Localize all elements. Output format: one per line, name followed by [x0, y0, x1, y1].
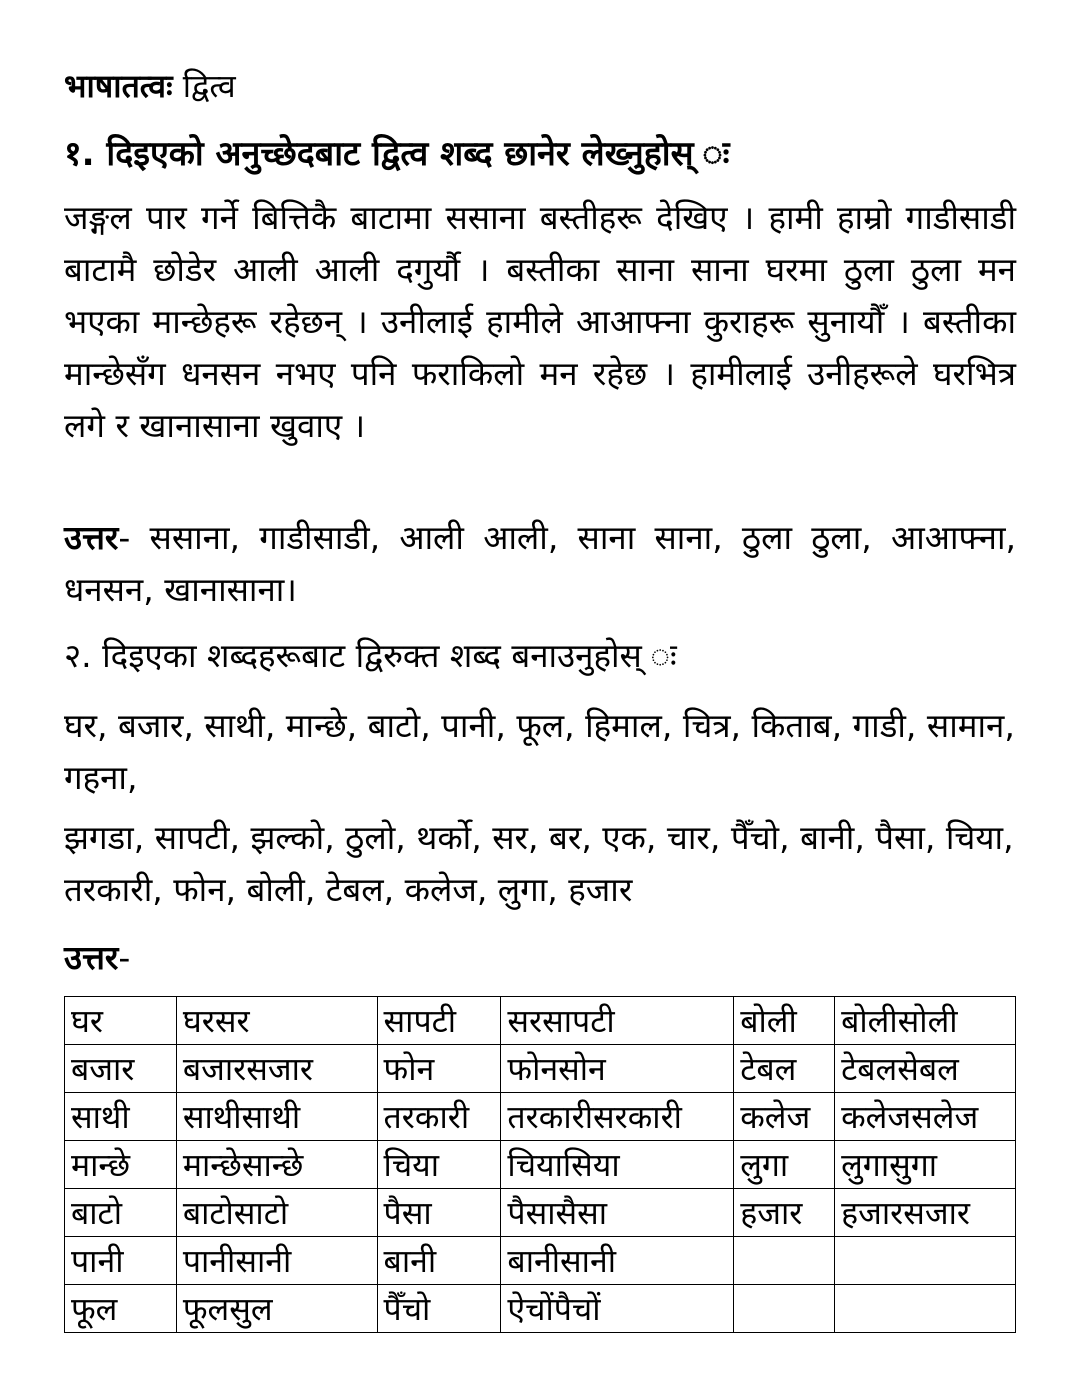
table-cell: साथी [65, 1093, 177, 1141]
table-cell [734, 1237, 835, 1285]
table-cell: पानी [65, 1237, 177, 1285]
answer-2-label: उत्तर [64, 938, 119, 977]
table-cell: पैसा [377, 1189, 501, 1237]
table-cell: टेबलसेबल [835, 1045, 1016, 1093]
table-cell: कलेज [734, 1093, 835, 1141]
table-cell: बानी [377, 1237, 501, 1285]
table-cell: तरकारी [377, 1093, 501, 1141]
question-2: २. दिइएका शब्दहरूबाट द्विरुक्त शब्द बनाउनुहोस् ः [64, 636, 677, 675]
table-cell: सरसापटी [501, 997, 734, 1045]
answer-1-label: उत्तर [64, 518, 119, 557]
passage-paragraph: जङ्गल पार गर्ने बित्तिकै बाटामा ससाना बस्तीहरू देखिए । हामी हाम्रो गाडीसाडी बाटामै छोडेर आली आली दगुर्यौ । बस्तीका साना साना घरमा ठुला ठुला मन भएका मान्छेहरू रहेछन् । उनीलाई हामीले आआफ्ना कुराहरू सुनायौँ । बस्तीका मान्छेसँग धनसन नभए पनि फराकिलो मन रहेछ । हामीलाई उनीहरूले घरभित्र लगे र खानासाना खुवाए । [64, 198, 1016, 445]
table-cell: कलेजसलेज [835, 1093, 1016, 1141]
table-cell [835, 1237, 1016, 1285]
word-list-1: घर, बजार, साथी, मान्छे, बाटो, पानी, फूल, हिमाल, चित्र, किताब, गाडी, सामान, गहना, [64, 706, 1015, 797]
table-row [65, 1141, 1016, 1189]
table-cell: बाटो [65, 1189, 177, 1237]
table-cell: घर [65, 997, 177, 1045]
table-cell: बजारसजार [176, 1045, 377, 1093]
table-cell: मान्छेसान्छे [176, 1141, 377, 1189]
topic-value: द्वित्व [182, 67, 236, 105]
answer-1 [64, 512, 1016, 616]
table-cell [734, 1285, 835, 1333]
word-list-2: झगडा, सापटी, झल्को, ठुलो, थर्को, सर, बर, एक, चार, पैँचो, बानी, पैसा, चिया, तरकारी, फोन, बोली, टेबल, कलेज, लुगा, हजार [64, 818, 1014, 909]
table-row [65, 1237, 1016, 1285]
table-cell: फूलसुल [176, 1285, 377, 1333]
table-cell: लुगा [734, 1141, 835, 1189]
table-cell: मान्छे [65, 1141, 177, 1189]
answer-2-suffix: - [118, 938, 131, 977]
table-cell: बानीसानी [501, 1237, 734, 1285]
table-cell: बोली [734, 997, 835, 1045]
table-cell: पानीसानी [176, 1237, 377, 1285]
table-row [65, 1285, 1016, 1333]
answer-table [64, 996, 1016, 1333]
table-cell: लुगासुगा [835, 1141, 1016, 1189]
table-cell: बाटोसाटो [176, 1189, 377, 1237]
table-cell: घरसर [176, 997, 377, 1045]
table-cell: फोनसोन [501, 1045, 734, 1093]
table-cell: चिया [377, 1141, 501, 1189]
answer-1-text: - ससाना, गाडीसाडी, आली आली, साना साना, ठुला ठुला, आआफ्ना, धनसन, खानासाना। [64, 518, 1016, 609]
table-row [65, 1189, 1016, 1237]
table-cell: सापटी [377, 997, 501, 1045]
table-cell: टेबल [734, 1045, 835, 1093]
table-cell: तरकारीसरकारी [501, 1093, 734, 1141]
answer-2 [64, 932, 130, 984]
table-row [65, 1093, 1016, 1141]
table-cell: पैसासैसा [501, 1189, 734, 1237]
table-cell: बोलीसोली [835, 997, 1016, 1045]
table-cell: बजार [65, 1045, 177, 1093]
topic-label: भाषातत्वः [64, 67, 173, 105]
table-cell: हजारसजार [835, 1189, 1016, 1237]
table-cell: ऐचोंपैचों [501, 1285, 734, 1333]
table-row [65, 997, 1016, 1045]
table-cell: हजार [734, 1189, 835, 1237]
table-row [65, 1045, 1016, 1093]
table-cell [835, 1285, 1016, 1333]
topic-line [64, 62, 236, 110]
table-cell: साथीसाथी [176, 1093, 377, 1141]
table-cell: चियासिया [501, 1141, 734, 1189]
question-1: १. दिइएको अनुच्छेदबाट द्वित्व शब्द छानेर लेख्नुहोस् ः [64, 134, 730, 174]
table-cell: पैँचो [377, 1285, 501, 1333]
table-cell: फूल [65, 1285, 177, 1333]
answer-table-body [65, 997, 1016, 1333]
table-cell: फोन [377, 1045, 501, 1093]
